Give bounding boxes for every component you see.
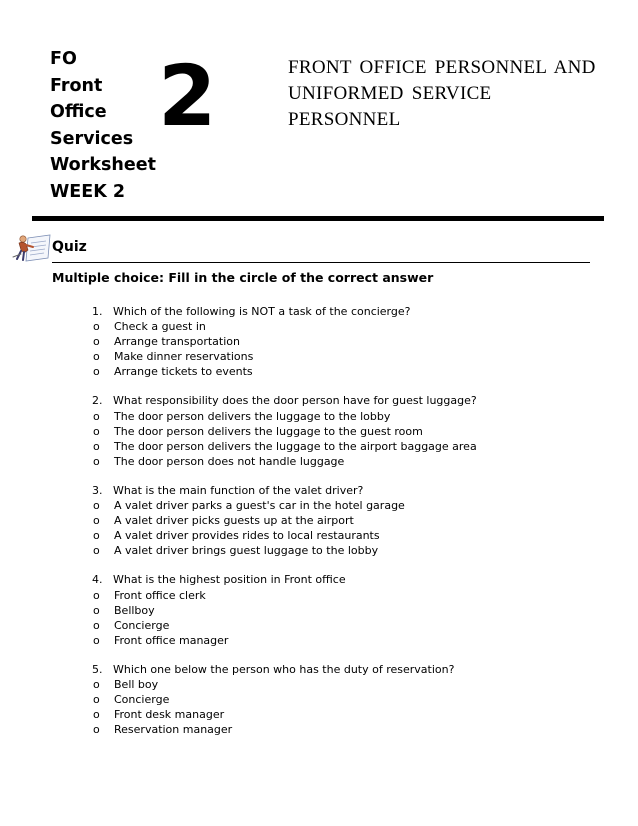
question-number: 3. [92,483,103,497]
option-text: Front office clerk [114,588,206,602]
question-number: 4. [92,573,103,587]
option-circle-icon[interactable]: o [93,499,100,513]
answer-option[interactable] [92,692,612,707]
option-circle-icon[interactable]: o [93,708,100,722]
option-circle-icon[interactable]: o [93,723,100,737]
topic-line: PERSONNEL [288,109,401,130]
option-text: Front office manager [114,633,229,647]
option-text: Concierge [114,618,170,632]
question-5 [92,662,612,737]
option-text: Make dinner reservations [114,350,254,364]
title-line: Worksheet [50,155,156,175]
answer-option[interactable] [92,349,612,364]
title-line: FO [50,49,77,69]
topic-line: UNIFORMED SERVICE [288,83,492,104]
option-text: Reservation manager [114,723,233,737]
option-text: A valet driver provides rides to local restaurants [114,529,380,543]
option-circle-icon[interactable]: o [93,603,100,617]
option-circle-icon[interactable]: o [93,618,100,632]
answer-option[interactable] [92,319,612,334]
answer-option[interactable] [92,618,612,633]
option-circle-icon[interactable]: o [93,529,100,543]
option-circle-icon[interactable]: o [93,677,100,691]
option-circle-icon[interactable]: o [93,320,100,334]
answer-option[interactable] [92,707,612,722]
answer-option[interactable] [92,334,612,349]
answer-option[interactable] [92,528,612,543]
question-number: 2. [92,394,103,408]
option-text: The door person does not handle luggage [114,454,345,468]
option-circle-icon[interactable]: o [93,335,100,349]
question-1 [92,304,612,379]
question-number: 1. [92,305,103,318]
answer-option[interactable] [92,454,612,469]
option-circle-icon[interactable]: o [93,544,100,558]
option-circle-icon[interactable]: o [93,409,100,423]
answer-option[interactable] [92,677,612,692]
option-text: Arrange tickets to events [114,365,253,379]
option-text: Check a guest in [114,320,206,334]
question-list [92,304,612,751]
answer-option[interactable] [92,409,612,424]
option-text: The door person delivers the luggage to the lobby [114,409,391,423]
answer-option[interactable] [92,722,612,737]
question-text: Which of the following is NOT a task of the concierge? [113,305,411,318]
option-text: A valet driver picks guests up at the airport [114,514,354,528]
answer-option[interactable] [92,588,612,603]
option-text: Concierge [114,693,170,707]
question-2 [92,393,612,468]
option-text: A valet driver brings guest luggage to the lobby [114,544,379,558]
title-line: Office [50,102,107,122]
question-4 [92,572,612,647]
quiz-instructions: Multiple choice: Fill in the circle of the correct answer [52,270,434,285]
option-text: The door person delivers the luggage to the guest room [114,424,423,438]
answer-option[interactable] [92,424,612,439]
option-text: Bell boy [114,677,159,691]
title-line: Front [50,75,103,96]
option-circle-icon[interactable]: o [93,693,100,707]
option-circle-icon[interactable]: o [93,424,100,438]
answer-option[interactable] [92,439,612,454]
topic-line: FRONT OFFICE PERSONNEL AND [288,57,596,78]
worksheet-title [50,46,156,205]
quiz-divider [52,262,590,263]
question-text: Which one below the person who has the duty of reservation? [113,662,455,676]
option-circle-icon[interactable]: o [93,514,100,528]
option-circle-icon[interactable]: o [93,588,100,602]
option-circle-icon[interactable]: o [93,439,100,453]
answer-option[interactable] [92,513,612,528]
title-line: Services [50,128,134,149]
question-text: What is the highest position in Front office [113,573,346,587]
option-text: Arrange transportation [114,335,240,349]
option-text: Front desk manager [114,708,225,722]
option-text: A valet driver parks a guest's car in the hotel garage [114,499,405,513]
option-text: Bellboy [114,603,155,617]
answer-option[interactable] [92,498,612,513]
option-circle-icon[interactable]: o [93,454,100,468]
question-text: What is the main function of the valet driver? [113,483,364,497]
answer-option[interactable] [92,364,612,379]
title-line: WEEK 2 [50,181,126,202]
option-circle-icon[interactable]: o [93,350,100,364]
writing-figure-icon [12,232,52,264]
header-divider [32,216,604,221]
question-text: What responsibility does the door person have for guest luggage? [113,394,477,408]
answer-option[interactable] [92,543,612,558]
option-text: The door person delivers the luggage to the airport baggage area [114,439,477,453]
week-number: 2 [158,47,215,145]
answer-option[interactable] [92,603,612,618]
question-number: 5. [92,662,103,676]
question-3 [92,483,612,558]
topic-title [288,55,598,133]
answer-option[interactable] [92,633,612,648]
option-circle-icon[interactable]: o [93,365,100,379]
quiz-heading: Quiz [52,239,87,255]
option-circle-icon[interactable]: o [93,633,100,647]
